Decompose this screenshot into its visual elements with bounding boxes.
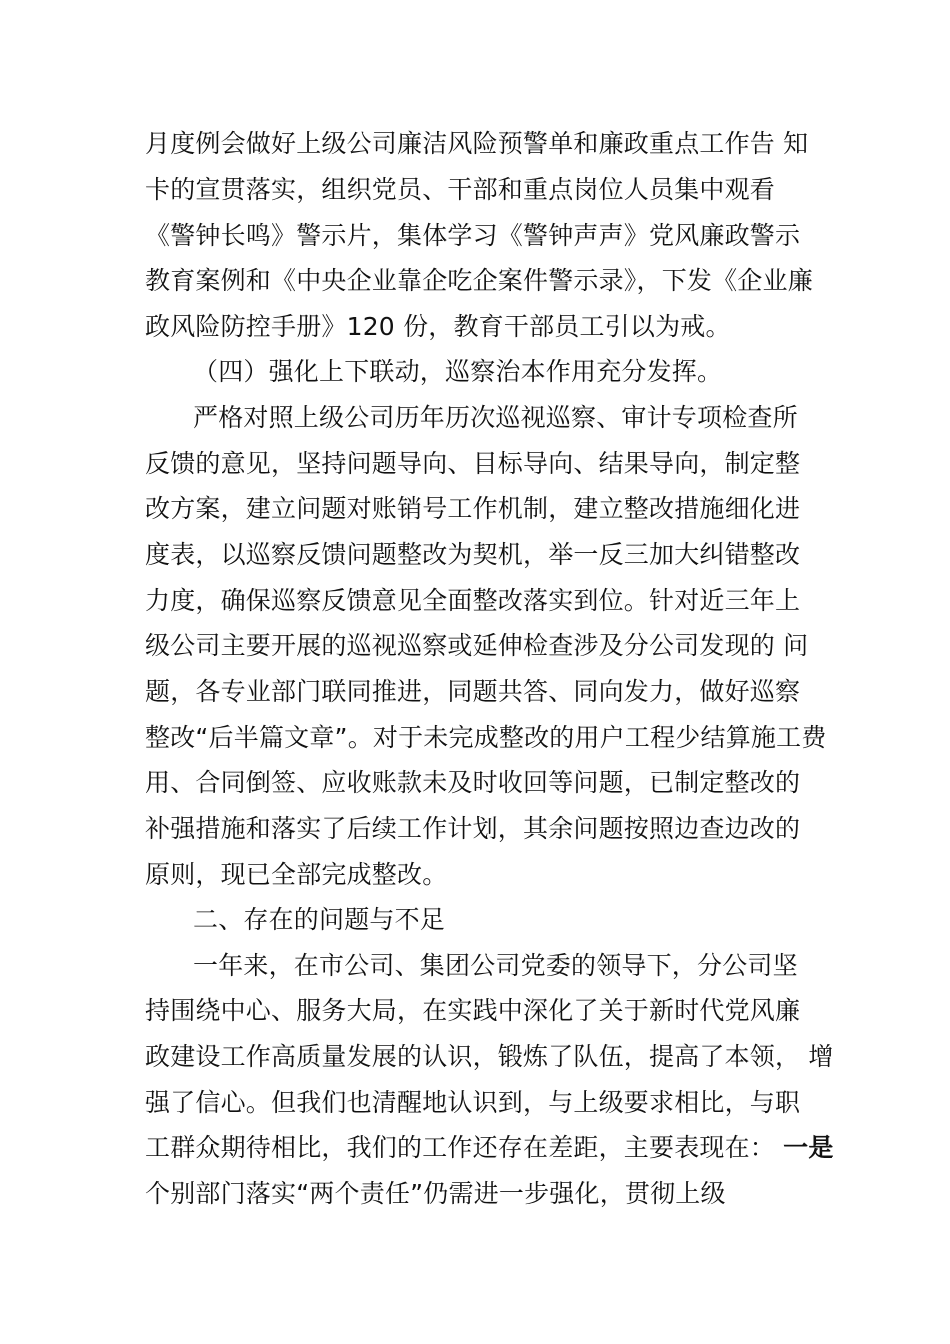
- paragraph-start-line: 一年来，在市公司、集团公司党委的领导下，分公司坚: [193, 951, 798, 980]
- body-text-line: 强了信心。但我们也清醒地认识到，与上级要求相比，与职: [145, 1088, 801, 1117]
- body-text-line: 力度，确保巡察反馈意见全面整改落实到位。针对近三年上: [145, 586, 801, 615]
- body-text-line: 补强措施和落实了后续工作计划，其余问题按照边查边改的: [145, 814, 801, 843]
- body-text-line: 用、合同倒签、应收账款未及时收回等问题，已制定整改的: [145, 768, 801, 797]
- body-text-line: 政建设工作高质量发展的认识，锻炼了队伍，提高了本领， 增: [145, 1042, 834, 1071]
- body-text-line: 教育案例和《中央企业靠企吃企案件警示录》，下发《企业廉: [145, 266, 813, 295]
- body-text-line: 持围绕中心、服务大局，在实践中深化了关于新时代党风廉: [145, 996, 801, 1025]
- section-heading: 二、存在的问题与不足: [193, 905, 446, 934]
- body-text-line: [145, 1131, 834, 1165]
- body-text-line: 卡的宣贯落实，组织党员、干部和重点岗位人员集中观看: [145, 175, 776, 204]
- body-text-line: 月度例会做好上级公司廉洁风险预警单和廉政重点工作告 知: [145, 129, 809, 158]
- body-text-line: 反馈的意见，坚持问题导向、目标导向、结果导向，制定整: [145, 449, 801, 478]
- paragraph-start-line: 严格对照上级公司历年历次巡视巡察、审计专项检查所: [193, 403, 798, 432]
- body-text-line: 原则，现已全部完成整改。: [145, 860, 448, 889]
- body-text-line: 改方案，建立问题对账销号工作机制，建立整改措施细化进: [145, 494, 801, 523]
- body-text-line: 个别部门落实“两个责任”仍需进一步强化，贯彻上级: [145, 1179, 726, 1208]
- body-text-line: 级公司主要开展的巡视巡察或延伸检查涉及分公司发现的 问: [145, 631, 809, 660]
- body-text-line: 《警钟长鸣》警示片，集体学习《警钟声声》党风廉政警示: [145, 221, 801, 250]
- section-heading: （四）强化上下联动，巡察治本作用充分发挥。: [193, 357, 723, 386]
- body-text-line: 题，各专业部门联同推进，同题共答、同向发力，做好巡察: [145, 677, 801, 706]
- body-text-line: 政风险防控手册》120 份，教育干部员工引以为戒。: [145, 312, 731, 341]
- body-text-line: 度表，以巡察反馈问题整改为契机，举一反三加大纠错整改: [145, 540, 801, 569]
- body-text-segment: 工群众期待相比，我们的工作还存在差距，主要表现在：: [145, 1133, 776, 1162]
- body-text-line: 整改“后半篇文章”。对于未完成整改的用户工程少结算施工费: [145, 723, 827, 752]
- emphasis-text: 一是: [783, 1133, 834, 1162]
